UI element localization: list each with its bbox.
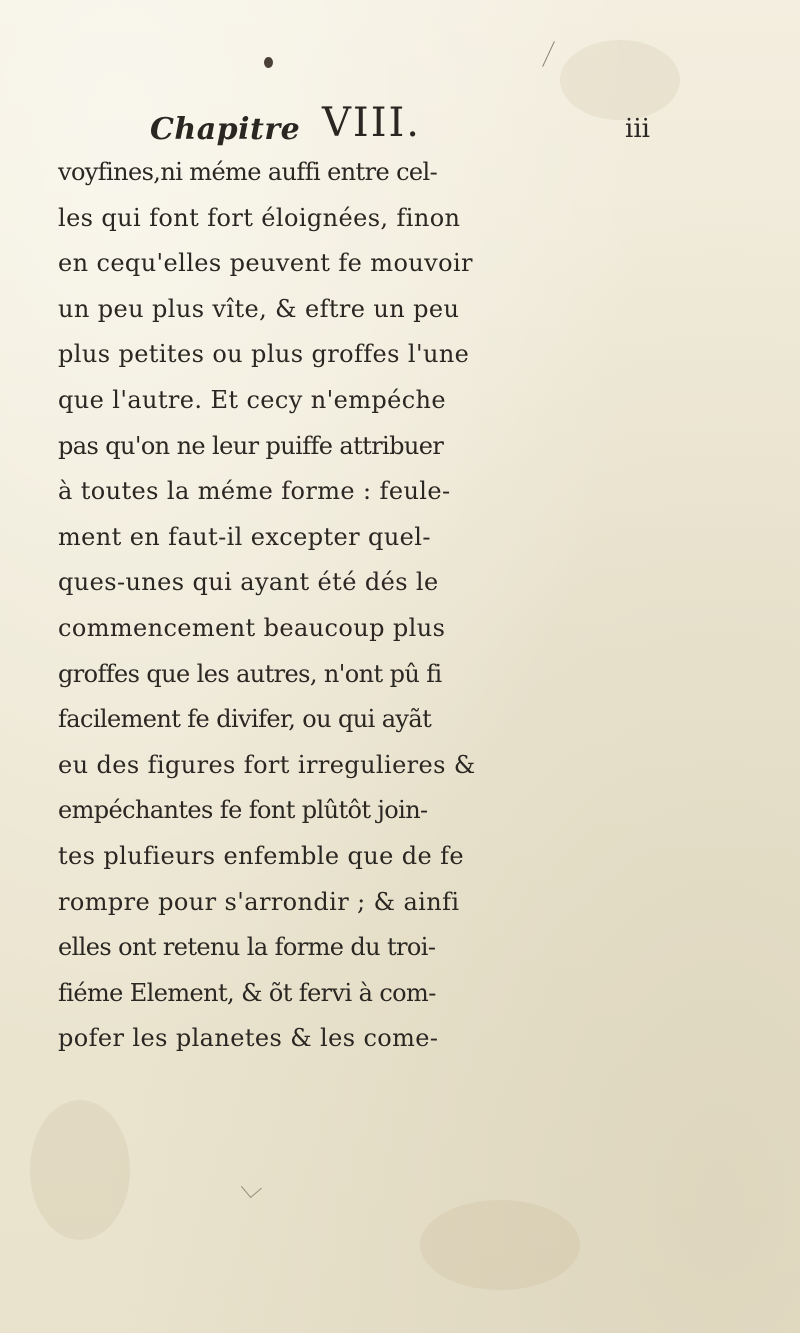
text-line: commencement beaucoup plus — [58, 613, 446, 642]
text-line: ques-unes qui ayant été dés le — [58, 568, 439, 597]
text-line: plus petites ou plus groffes l'une — [58, 340, 470, 369]
text-line: facilement fe divifer, ou qui ayãt — [58, 705, 432, 734]
text-line: à toutes la méme forme : feule- — [58, 477, 451, 506]
text-line: rompre pour s'arrondir ; & ainfi — [58, 887, 460, 916]
text-line: groffes que les autres, n'ont pû fi — [58, 659, 442, 688]
page-number: iii — [625, 114, 650, 144]
text-line: que l'autre. Et cecy n'empéche — [58, 385, 447, 414]
body-text — [58, 150, 758, 1062]
text-line: fiéme Element, & õt fervi à com- — [58, 978, 436, 1007]
text-line: en cequ'elles peuvent fe mouvoir — [58, 249, 473, 278]
chapter-numeral: VIII. — [322, 100, 422, 146]
text-line: eu des figures fort irregulieres & — [58, 750, 476, 779]
text-line: voyfines,ni méme auffi entre cel- — [58, 158, 438, 186]
chapter-label: Chapitre — [150, 112, 301, 147]
paper-stain — [30, 1100, 130, 1240]
paper-stain — [420, 1200, 580, 1290]
ink-spot — [264, 57, 273, 68]
text-line: pas qu'on ne leur puiffe attribuer — [58, 431, 444, 460]
text-line: les qui font fort éloignées, finon — [58, 203, 461, 232]
pencil-mark — [542, 41, 555, 67]
pencil-mark — [241, 1177, 262, 1198]
text-line: pofer les planetes & les come- — [58, 1024, 439, 1053]
text-line: empéchantes fe font plûtôt join- — [58, 796, 428, 825]
text-line: tes plufieurs enfemble que de fe — [58, 841, 465, 870]
text-line: ment en faut-il excepter quel- — [58, 522, 431, 551]
text-line: un peu plus vîte, & eftre un peu — [58, 294, 460, 323]
text-line: elles ont retenu la forme du troi- — [58, 933, 436, 962]
running-head — [150, 98, 650, 158]
